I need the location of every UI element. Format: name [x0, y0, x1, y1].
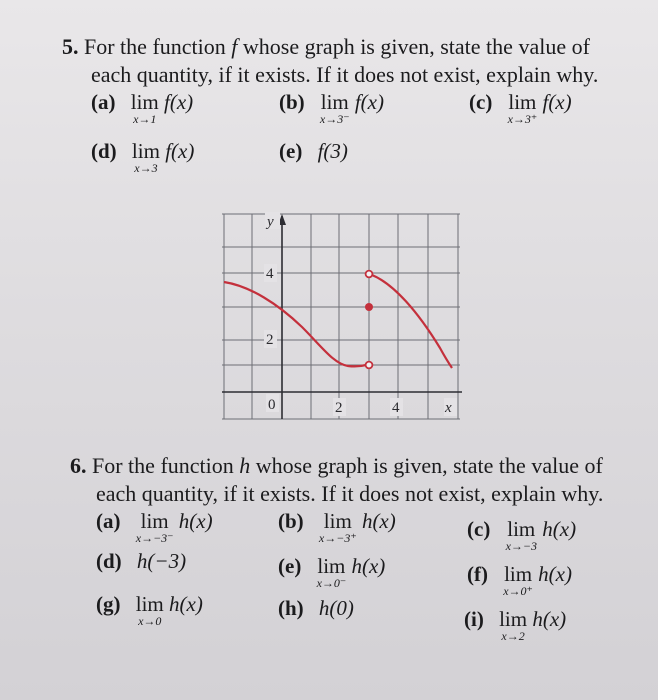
y-tick-4: 4	[266, 266, 274, 282]
problem-5-number: 5.	[62, 34, 79, 59]
problem-5-part-b	[279, 91, 384, 125]
limit-operator	[136, 510, 174, 544]
limit-expression: h(x)	[542, 517, 577, 541]
part-label: (b)	[278, 509, 304, 533]
problem-6-number: 6.	[70, 453, 87, 478]
limit-operator	[317, 555, 347, 589]
lim-word: lim	[131, 139, 160, 163]
function-graph	[222, 212, 462, 420]
limit-subscript: x→3⁻	[319, 112, 350, 126]
part-label: (a)	[91, 90, 116, 114]
limit-subscript: x→2	[501, 629, 525, 643]
limit-expression: h(x)	[169, 592, 203, 616]
lim-word: lim	[317, 554, 346, 578]
limit-subscript: x→0⁺	[503, 584, 533, 598]
limit-expression: h(x)	[532, 607, 567, 631]
part-label: (b)	[279, 90, 305, 114]
function-value-expression: h(−3)	[136, 549, 187, 573]
part-label: (c)	[469, 90, 493, 114]
part-label: (c)	[467, 517, 491, 541]
limit-expression: h(x)	[361, 509, 396, 533]
problem-6-part-f	[467, 563, 572, 597]
limit-subscript: x→3	[134, 161, 158, 175]
problem-6-statement-line-2: each quantity, if it exists. If it does not exist, explain why.	[96, 481, 604, 506]
lim-word: lim	[507, 517, 536, 541]
problem-5-part-c	[469, 91, 572, 125]
problem-6-text-b: whose graph is given, state the value of	[255, 453, 603, 478]
open-circle-upper	[366, 271, 373, 278]
problem-6-part-d	[96, 550, 186, 575]
problem-6-part-g	[96, 593, 203, 627]
limit-expression: h(x)	[538, 562, 572, 586]
part-label: (e)	[278, 554, 302, 578]
lim-word: lim	[135, 592, 164, 616]
problem-6-part-e	[278, 555, 385, 589]
limit-operator	[320, 91, 350, 125]
x-tick-2: 2	[335, 400, 343, 416]
part-label: (d)	[96, 549, 122, 573]
y-axis-label: y	[267, 214, 274, 230]
curve-left-branch	[224, 282, 366, 366]
problem-5-part-e	[279, 140, 348, 165]
filled-point	[365, 303, 373, 311]
function-value-expression: h(0)	[318, 596, 354, 620]
part-label: (i)	[464, 607, 484, 631]
part-label: (g)	[96, 592, 121, 616]
limit-operator	[136, 593, 164, 627]
limit-operator	[319, 510, 357, 544]
limit-operator	[132, 140, 160, 174]
limit-subscript: x→3⁺	[507, 112, 538, 126]
problem-5-statement-line-2: each quantity, if it exists. If it does not exist, explain why.	[91, 62, 599, 87]
x-tick-0: 0	[268, 397, 276, 413]
problem-6-part-c	[467, 518, 576, 552]
limit-expression: f(x)	[354, 90, 384, 114]
limit-expression: f(x)	[165, 139, 195, 163]
lim-word: lim	[504, 562, 533, 586]
part-label: (f)	[467, 562, 488, 586]
problem-6-part-a	[96, 510, 213, 544]
part-label: (h)	[278, 596, 304, 620]
x-tick-4: 4	[392, 400, 400, 416]
problem-6-statement-line-1	[70, 453, 603, 479]
lim-word: lim	[508, 90, 537, 114]
limit-expression: h(x)	[351, 554, 386, 578]
problem-5-part-d	[91, 140, 194, 174]
lim-word: lim	[140, 509, 169, 533]
limit-operator	[503, 563, 533, 597]
problem-6-part-i	[464, 608, 566, 642]
limit-subscript: x→−3⁻	[135, 531, 174, 545]
part-label: (a)	[96, 509, 121, 533]
curve-right-branch	[372, 275, 452, 368]
limit-operator	[131, 91, 159, 125]
problem-5-part-a	[91, 91, 193, 125]
limit-subscript: x→0	[138, 614, 162, 628]
limit-operator	[499, 608, 527, 642]
open-circle-lower	[366, 362, 373, 369]
limit-operator	[506, 518, 537, 552]
lim-word: lim	[130, 90, 159, 114]
part-label: (e)	[279, 139, 303, 163]
part-label: (d)	[91, 139, 117, 163]
limit-subscript: x→1	[133, 112, 157, 126]
problem-5-text-b: whose graph is given, state the value of	[242, 34, 590, 59]
lim-word: lim	[499, 607, 528, 631]
graph-grid	[222, 214, 460, 419]
problem-6-function-name: h	[239, 453, 251, 478]
problem-5-statement-line-1	[62, 34, 590, 60]
problem-5-function-name: f	[231, 34, 238, 59]
limit-operator	[508, 91, 538, 125]
limit-subscript: x→−3⁺	[318, 531, 357, 545]
lim-word: lim	[323, 509, 352, 533]
y-tick-2: 2	[266, 332, 274, 348]
limit-subscript: x→−3	[505, 539, 537, 553]
limit-expression: f(x)	[164, 90, 194, 114]
limit-expression: h(x)	[178, 509, 213, 533]
x-axis-label: x	[445, 400, 452, 416]
limit-expression: f(x)	[542, 90, 572, 114]
lim-word: lim	[320, 90, 349, 114]
function-value-expression: f(3)	[317, 139, 348, 163]
problem-6-part-h	[278, 597, 354, 622]
limit-subscript: x→0⁻	[316, 576, 347, 590]
problem-6-text-a: For the function	[92, 453, 234, 478]
problem-5-text-a: For the function	[84, 34, 226, 59]
problem-6-part-b	[278, 510, 396, 544]
